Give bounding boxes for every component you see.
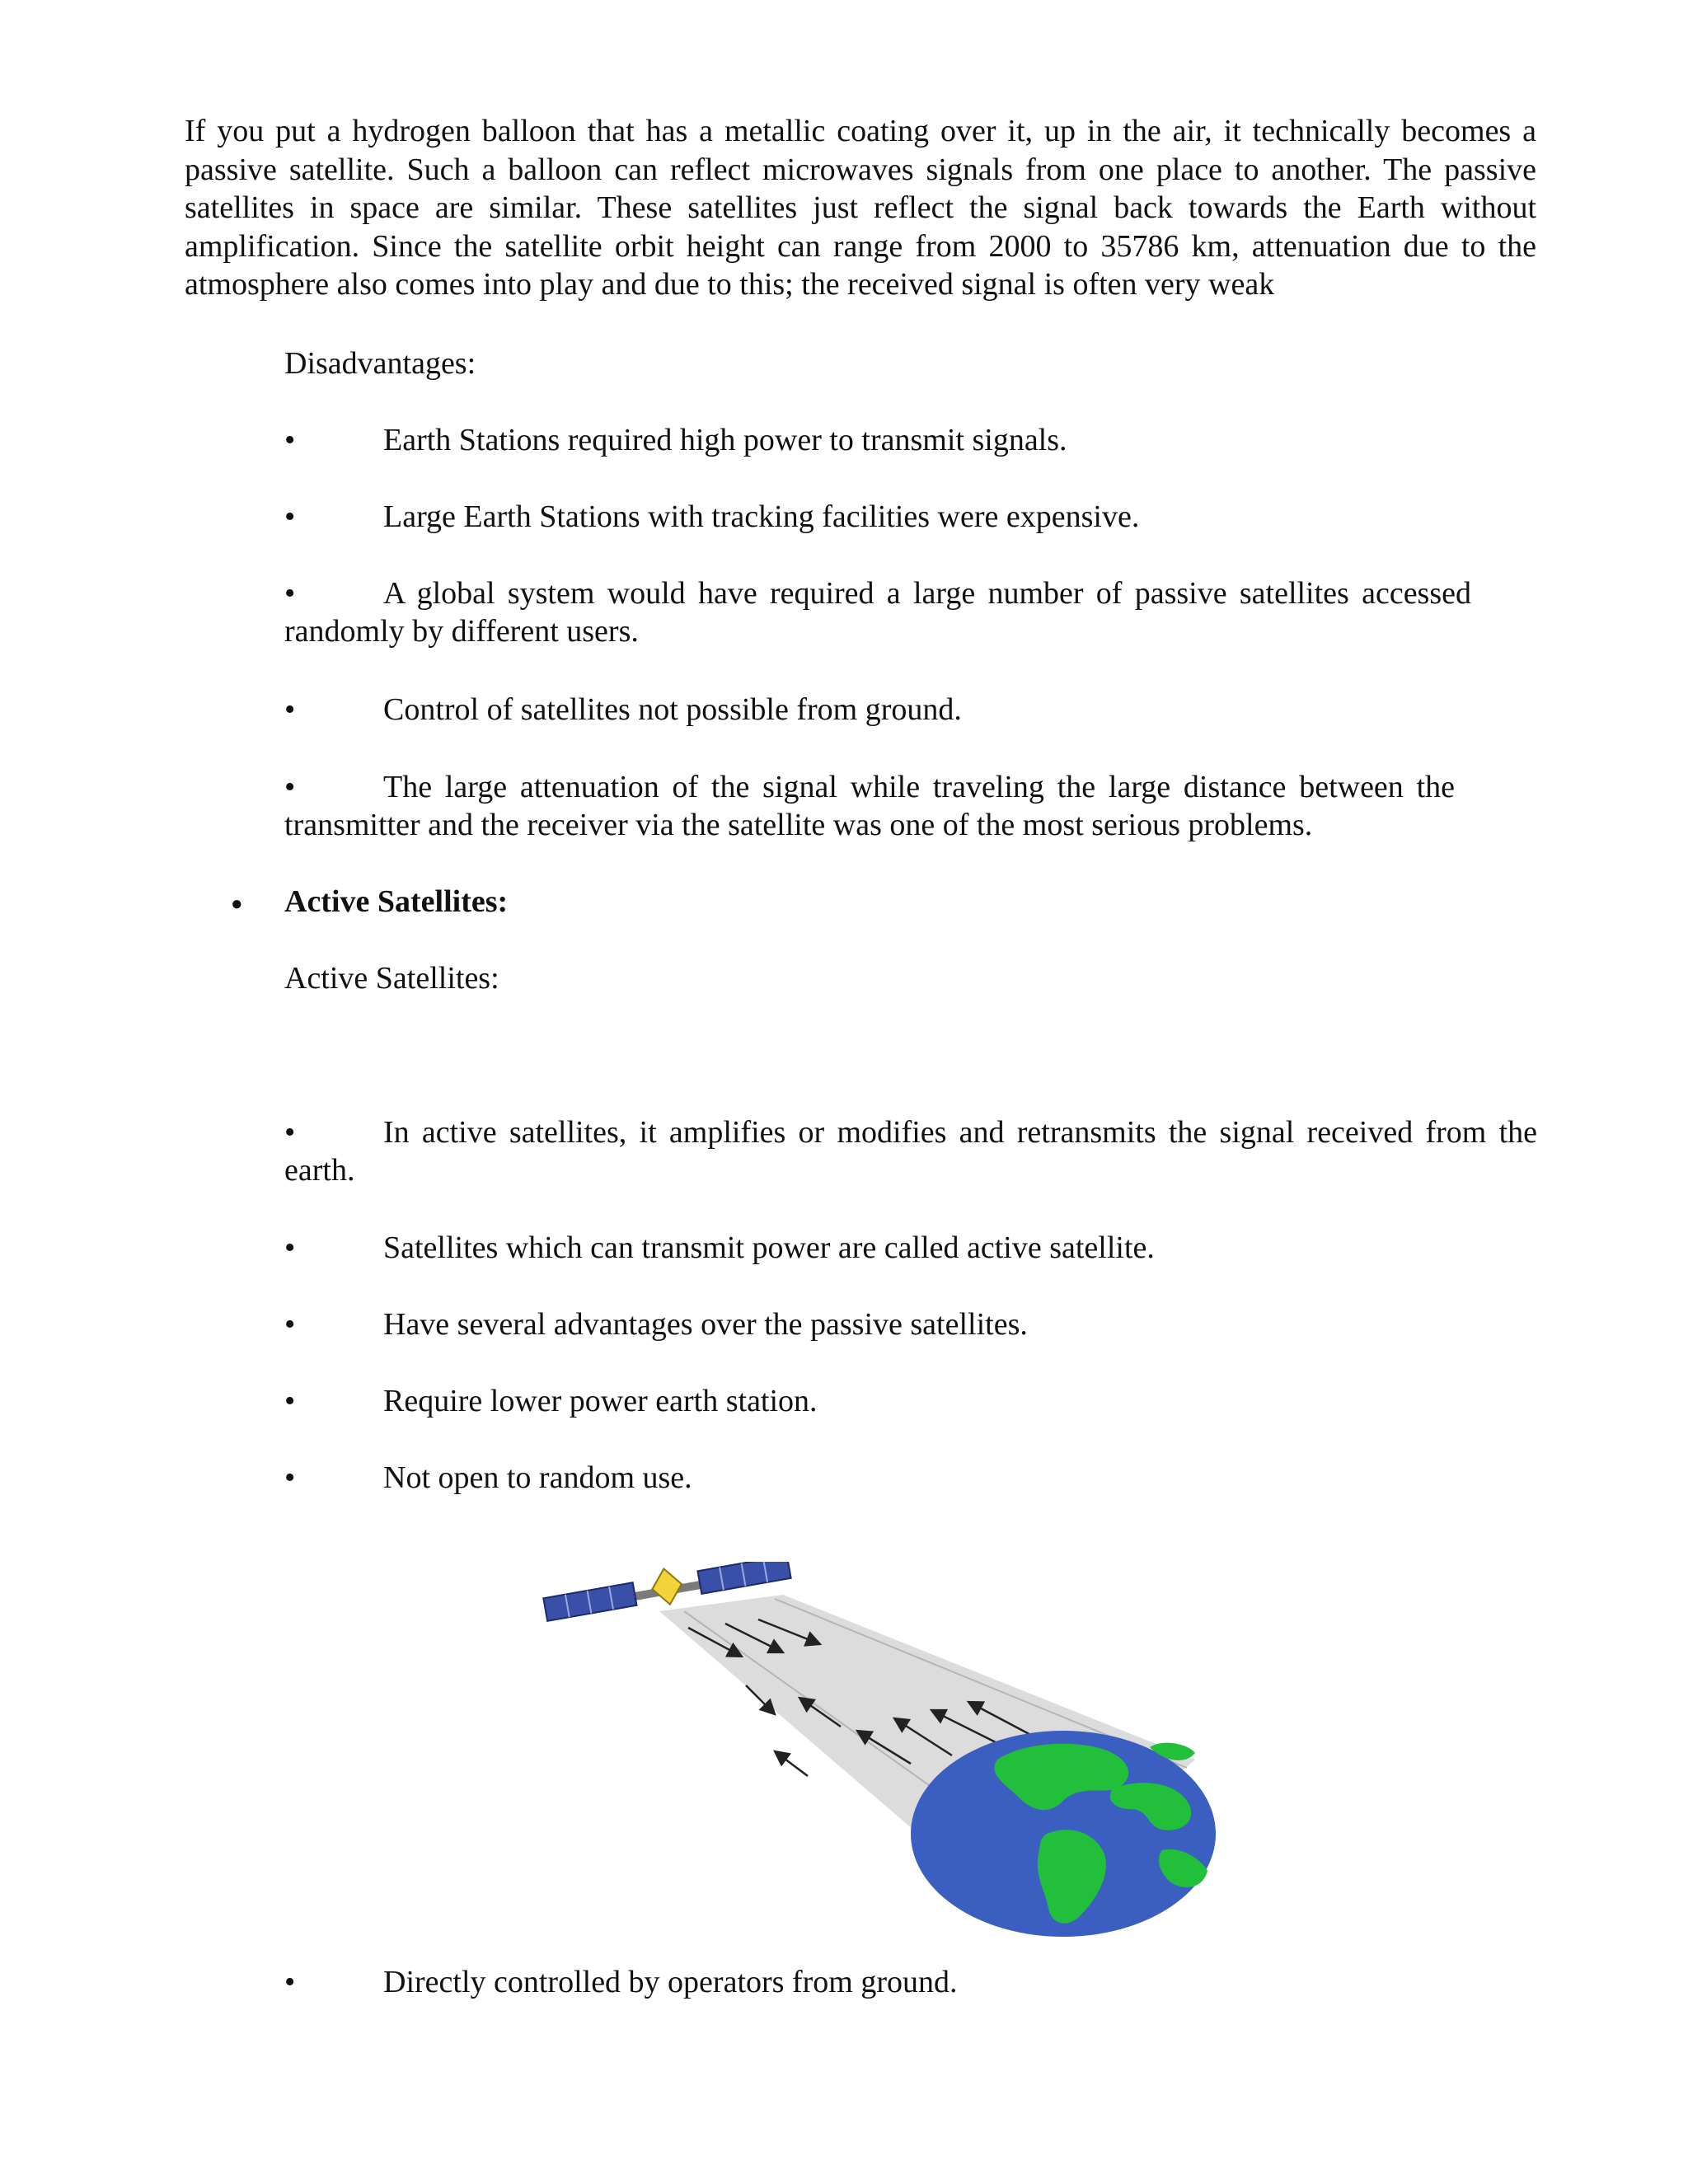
bullet-dot: • (284, 1384, 296, 1418)
earth-globe (911, 1731, 1216, 1937)
active-point-text: Have several advantages over the passive satellites. (383, 1307, 1028, 1342)
satellite-earth-illustration (536, 1562, 1220, 1941)
active-subheading: Active Satellites: (284, 961, 499, 996)
bullet-dot: • (284, 423, 296, 457)
bullet-marker: ● (231, 893, 243, 916)
bullet-dot: • (284, 692, 296, 727)
active-point-text: Not open to random use. (383, 1460, 692, 1495)
final-point-item (284, 1963, 1537, 2001)
disadvantage-text: Control of satellites not possible from ground. (383, 692, 962, 727)
bullet-dot: • (284, 1460, 296, 1495)
disadvantage-text: Earth Stations required high power to transmit signals. (383, 423, 1067, 457)
bullet-dot: • (284, 576, 296, 611)
disadvantage-text: The large attenuation of the signal while traveling the large distance between the transmitter and the receiver via the satellite was one of the most serious problems. (284, 770, 1455, 842)
disadvantages-heading: Disadvantages: (284, 346, 476, 381)
active-point-item (284, 1459, 1537, 1497)
active-point-item (284, 1382, 1537, 1420)
disadvantage-item (284, 768, 1455, 844)
bullet-dot: • (284, 770, 296, 804)
active-point-item (284, 1113, 1537, 1189)
bullet-dot: • (284, 499, 296, 534)
disadvantage-text: A global system would have required a large number of passive satellites accessed randomly by different users. (284, 576, 1471, 649)
disadvantage-item (284, 574, 1471, 650)
active-point-text: In active satellites, it amplifies or modifies and retransmits the signal received from the earth. (284, 1115, 1537, 1188)
intro-paragraph: If you put a hydrogen balloon that has a metallic coating over it, up in the air, it technically becomes a passive satellite. Such a balloon can reflect microwaves signals from one place to another. The passive satellites in space are similar. These satellites just reflect the signal back towards the Earth without amplification. Since the satellite orbit height can range from 2000 to 35786 km, attenuation due to the atmosphere also comes into play and due to this; the received signal is often very weak (185, 114, 1536, 302)
active-point-item (284, 1305, 1537, 1343)
active-heading-text: Active Satellites: (284, 884, 509, 919)
bullet-dot: • (284, 1115, 296, 1150)
bullet-dot: • (284, 1965, 296, 1999)
disadvantage-item (284, 498, 1537, 536)
bullet-dot: • (284, 1307, 296, 1342)
active-point-text: Require lower power earth station. (383, 1384, 818, 1418)
active-point-text: Satellites which can transmit power are called active satellite. (383, 1230, 1155, 1265)
disadvantage-item (284, 421, 1537, 459)
disadvantage-text: Large Earth Stations with tracking facilities were expensive. (383, 499, 1140, 534)
active-point-item (284, 1229, 1537, 1267)
satellite-earth-beam-icon (536, 1562, 1220, 1941)
final-point-text: Directly controlled by operators from ground. (383, 1965, 958, 1999)
bullet-dot: • (284, 1230, 296, 1265)
disadvantage-item (284, 691, 1537, 729)
active-satellites-heading (231, 883, 508, 923)
